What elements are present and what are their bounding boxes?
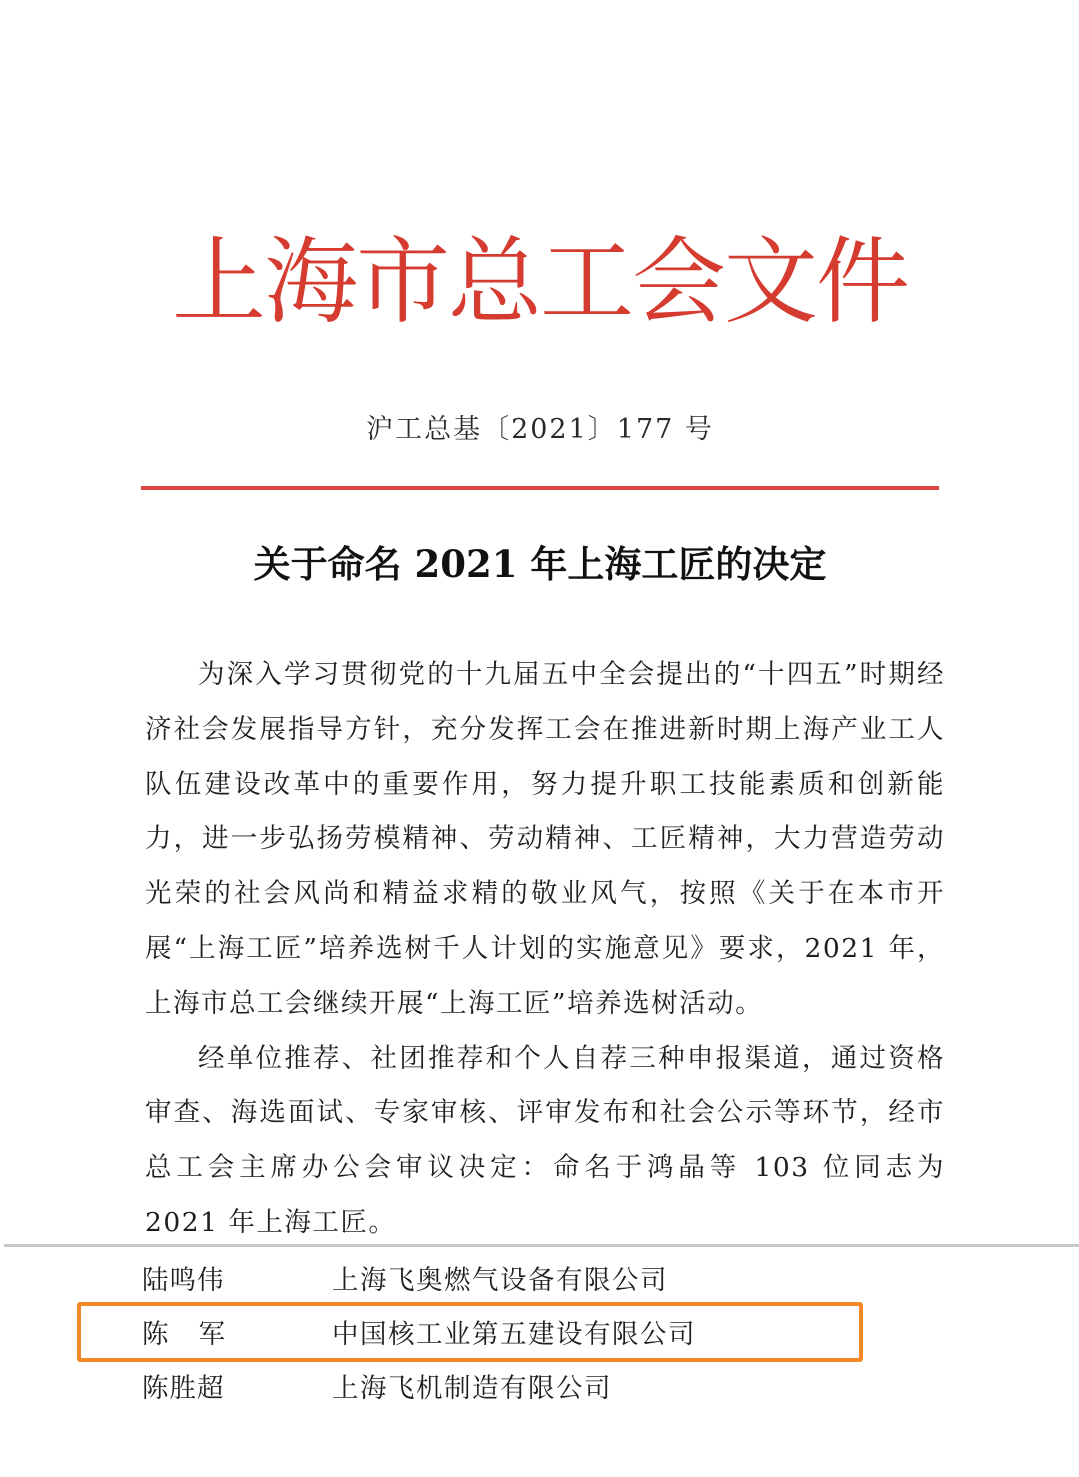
honoree-row: [142, 1254, 942, 1308]
honoree-unit: 上海飞奥燃气设备有限公司: [332, 1265, 668, 1296]
honoree-unit: 中国核工业第五建设有限公司: [332, 1319, 696, 1350]
honoree-unit: 上海飞机制造有限公司: [332, 1373, 612, 1404]
honoree-row: [142, 1362, 942, 1416]
document-title: 关于命名 2021 年上海工匠的决定: [253, 542, 827, 586]
section-divider: [4, 1244, 1079, 1247]
masthead-title: 上海市总工会文件: [171, 228, 908, 337]
honoree-name: 陈军: [142, 1319, 255, 1350]
honoree-name: 陈胜超: [142, 1373, 225, 1404]
red-divider-rule: [141, 486, 939, 490]
document-number: 沪工总基〔2021〕177 号: [366, 414, 714, 445]
honoree-name: 陆鸣伟: [142, 1265, 225, 1296]
document-body: [145, 648, 945, 1251]
body-paragraph-1: 为深入学习贯彻党的十九届五中全会提出的“十四五”时期经济社会发展指导方针，充分发挥工会在推进新时期上海产业工人队伍建设改革中的重要作用，努力提升职工技能素质和创新能力，进一步弘扬劳模精神、劳动精神、工匠精神，大力营造劳动光荣的社会风尚和精益求精的敬业风气，按照《关于在本市开展“上海工匠”培养选树千人计划的实施意见》要求，2021 年，上海市总工会继续开展“上海工匠”培养选树活动。: [145, 659, 945, 1019]
highlight-box: [77, 1302, 863, 1362]
body-paragraph-2: 经单位推荐、社团推荐和个人自荐三种申报渠道，通过资格审查、海选面试、专家审核、评审发布和社会公示等环节，经市总工会主席办公会审议决定：命名于鸿晶等 103 位同志为 2021 年上海工匠。: [145, 1042, 945, 1238]
